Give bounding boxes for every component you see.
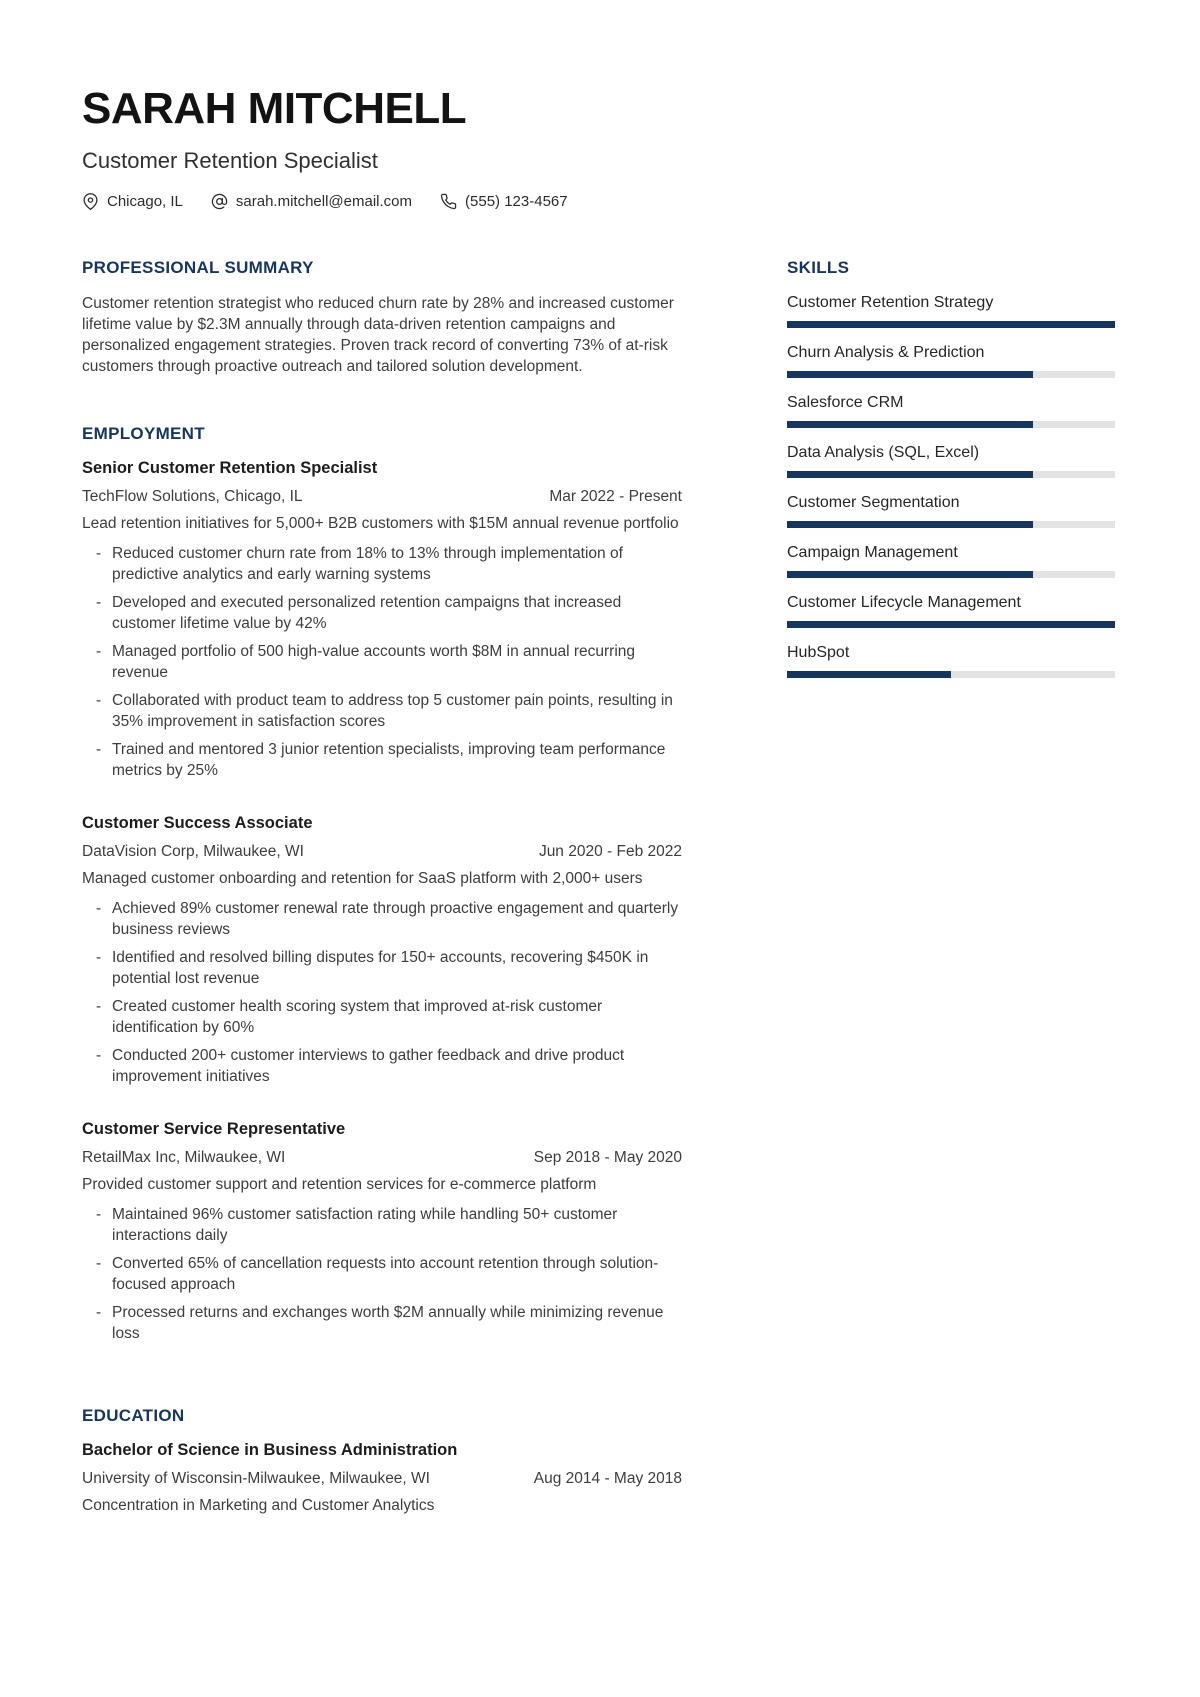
job-bullet: - Developed and executed personalized retention campaigns that increased customer lifetime value by 42% bbox=[82, 592, 682, 634]
skill-name: Customer Segmentation bbox=[787, 493, 960, 511]
skill-name: Data Analysis (SQL, Excel) bbox=[787, 443, 980, 461]
location-pin-icon bbox=[82, 193, 99, 210]
job-bullet: - Managed portfolio of 500 high-value accounts worth $8M in annual recurring revenue bbox=[82, 641, 682, 683]
job-bullet: - Collaborated with product team to address top 5 customer pain points, resulting in 35% improvement in satisfaction scores bbox=[82, 690, 682, 732]
summary-heading: PROFESSIONAL SUMMARY bbox=[82, 257, 314, 277]
skill-bar-fill bbox=[787, 521, 1033, 528]
degree-name: Bachelor of Science in Business Administration bbox=[82, 1440, 458, 1459]
job-meta-row bbox=[82, 841, 682, 862]
job-bullet: - Conducted 200+ customer interviews to gather feedback and drive product improvement initiatives bbox=[82, 1045, 682, 1087]
skill-name: Campaign Management bbox=[787, 543, 958, 561]
skill-bar-fill bbox=[787, 471, 1033, 478]
job-list bbox=[82, 459, 682, 1344]
job-bullet: - Reduced customer churn rate from 18% to 13% through implementation of predictive analytics and early warning systems bbox=[82, 543, 682, 585]
skill-bar-fill bbox=[787, 671, 951, 678]
person-name: SARAH MITCHELL bbox=[82, 84, 467, 133]
job-lead: Lead retention initiatives for 5,000+ B2B customers with $15M annual revenue portfolio bbox=[82, 514, 679, 532]
education-section bbox=[82, 1406, 682, 1516]
skill-bar-track bbox=[787, 321, 1115, 328]
school-name: University of Wisconsin-Milwaukee, Milwaukee, WI bbox=[82, 1469, 430, 1487]
employment-section bbox=[82, 424, 682, 1344]
job-headline: Customer Retention Specialist bbox=[82, 147, 378, 173]
skill-item bbox=[787, 393, 1115, 428]
job-entry bbox=[82, 1120, 682, 1344]
job-company: TechFlow Solutions, Chicago, IL bbox=[82, 487, 303, 505]
job-title: Customer Success Associate bbox=[82, 813, 313, 832]
contact-row bbox=[82, 193, 1115, 210]
job-bullet: - Processed returns and exchanges worth $2M annually while minimizing revenue loss bbox=[82, 1302, 682, 1344]
resume-header bbox=[82, 85, 1115, 210]
employment-heading: EMPLOYMENT bbox=[82, 423, 205, 443]
job-meta-row bbox=[82, 1147, 682, 1168]
skill-name: Churn Analysis & Prediction bbox=[787, 343, 985, 361]
skill-bar-fill bbox=[787, 321, 1115, 328]
education-note: Concentration in Marketing and Customer Analytics bbox=[82, 1496, 435, 1514]
job-dates: Jun 2020 - Feb 2022 bbox=[538, 842, 682, 860]
skill-bar-fill bbox=[787, 571, 1033, 578]
content-columns bbox=[82, 258, 1115, 1563]
job-bullet: - Converted 65% of cancellation requests into account retention through solution-focused approach bbox=[82, 1253, 682, 1295]
job-bullet: - Trained and mentored 3 junior retention specialists, improving team performance metrics by 25% bbox=[82, 739, 682, 781]
job-bullet-list bbox=[82, 898, 682, 1087]
job-bullet: - Achieved 89% customer renewal rate through proactive engagement and quarterly business reviews bbox=[82, 898, 682, 940]
job-lead: Provided customer support and retention services for e-commerce platform bbox=[82, 1175, 597, 1193]
contact-email bbox=[211, 193, 412, 210]
job-lead: Managed customer onboarding and retention for SaaS platform with 2,000+ users bbox=[82, 869, 643, 887]
skill-list bbox=[787, 293, 1115, 678]
phone-text: (555) 123-4567 bbox=[465, 192, 568, 210]
job-bullet: - Maintained 96% customer satisfaction rating while handling 50+ customer interactions daily bbox=[82, 1204, 682, 1246]
skill-name: HubSpot bbox=[787, 643, 850, 661]
job-bullet-list bbox=[82, 1204, 682, 1344]
skill-bar-track bbox=[787, 571, 1115, 578]
job-title: Senior Customer Retention Specialist bbox=[82, 458, 378, 477]
skill-bar-track bbox=[787, 471, 1115, 478]
skill-bar-fill bbox=[787, 621, 1115, 628]
education-heading: EDUCATION bbox=[82, 1405, 185, 1425]
contact-location bbox=[82, 193, 183, 210]
job-company: RetailMax Inc, Milwaukee, WI bbox=[82, 1148, 286, 1166]
phone-icon bbox=[440, 193, 457, 210]
skill-item bbox=[787, 493, 1115, 528]
skill-item bbox=[787, 643, 1115, 678]
skill-name: Customer Retention Strategy bbox=[787, 293, 994, 311]
job-entry bbox=[82, 459, 682, 781]
main-column bbox=[82, 258, 682, 1563]
job-dates: Mar 2022 - Present bbox=[549, 487, 682, 505]
contact-phone bbox=[440, 193, 568, 210]
skill-bar-fill bbox=[787, 371, 1033, 378]
skill-bar-track bbox=[787, 371, 1115, 378]
skill-bar-track bbox=[787, 521, 1115, 528]
summary-text: Customer retention strategist who reduced churn rate by 28% and increased customer lifetime value by $2.3M annually through data-driven retention campaigns and personalized engagement strategies. Proven track record of converting 73% of at-risk customers through proactive outreach and tailored solution development. bbox=[82, 294, 674, 375]
job-title: Customer Service Representative bbox=[82, 1119, 346, 1138]
job-company: DataVision Corp, Milwaukee, WI bbox=[82, 842, 304, 860]
email-text: sarah.mitchell@email.com bbox=[235, 192, 413, 210]
skill-name: Customer Lifecycle Management bbox=[787, 593, 1021, 611]
skill-item bbox=[787, 543, 1115, 578]
location-text: Chicago, IL bbox=[107, 192, 183, 210]
skill-item bbox=[787, 343, 1115, 378]
skill-bar-track bbox=[787, 621, 1115, 628]
job-dates: Sep 2018 - May 2020 bbox=[533, 1148, 682, 1166]
job-bullet-list bbox=[82, 543, 682, 781]
job-bullet: - Created customer health scoring system that improved at-risk customer identification by 60% bbox=[82, 996, 682, 1038]
job-bullet: - Identified and resolved billing disputes for 150+ accounts, recovering $450K in potential lost revenue bbox=[82, 947, 682, 989]
skill-item bbox=[787, 593, 1115, 628]
education-meta-row bbox=[82, 1468, 682, 1489]
skill-name: Salesforce CRM bbox=[787, 393, 904, 411]
summary-section bbox=[82, 258, 682, 377]
at-sign-icon bbox=[211, 193, 228, 210]
skill-item bbox=[787, 293, 1115, 328]
skills-heading: SKILLS bbox=[787, 257, 850, 277]
job-entry bbox=[82, 814, 682, 1087]
job-meta-row bbox=[82, 486, 682, 507]
education-dates: Aug 2014 - May 2018 bbox=[533, 1469, 682, 1487]
skill-item bbox=[787, 443, 1115, 478]
skill-bar-track bbox=[787, 671, 1115, 678]
skill-bar-fill bbox=[787, 421, 1033, 428]
skill-bar-track bbox=[787, 421, 1115, 428]
skills-column bbox=[787, 258, 1115, 1563]
